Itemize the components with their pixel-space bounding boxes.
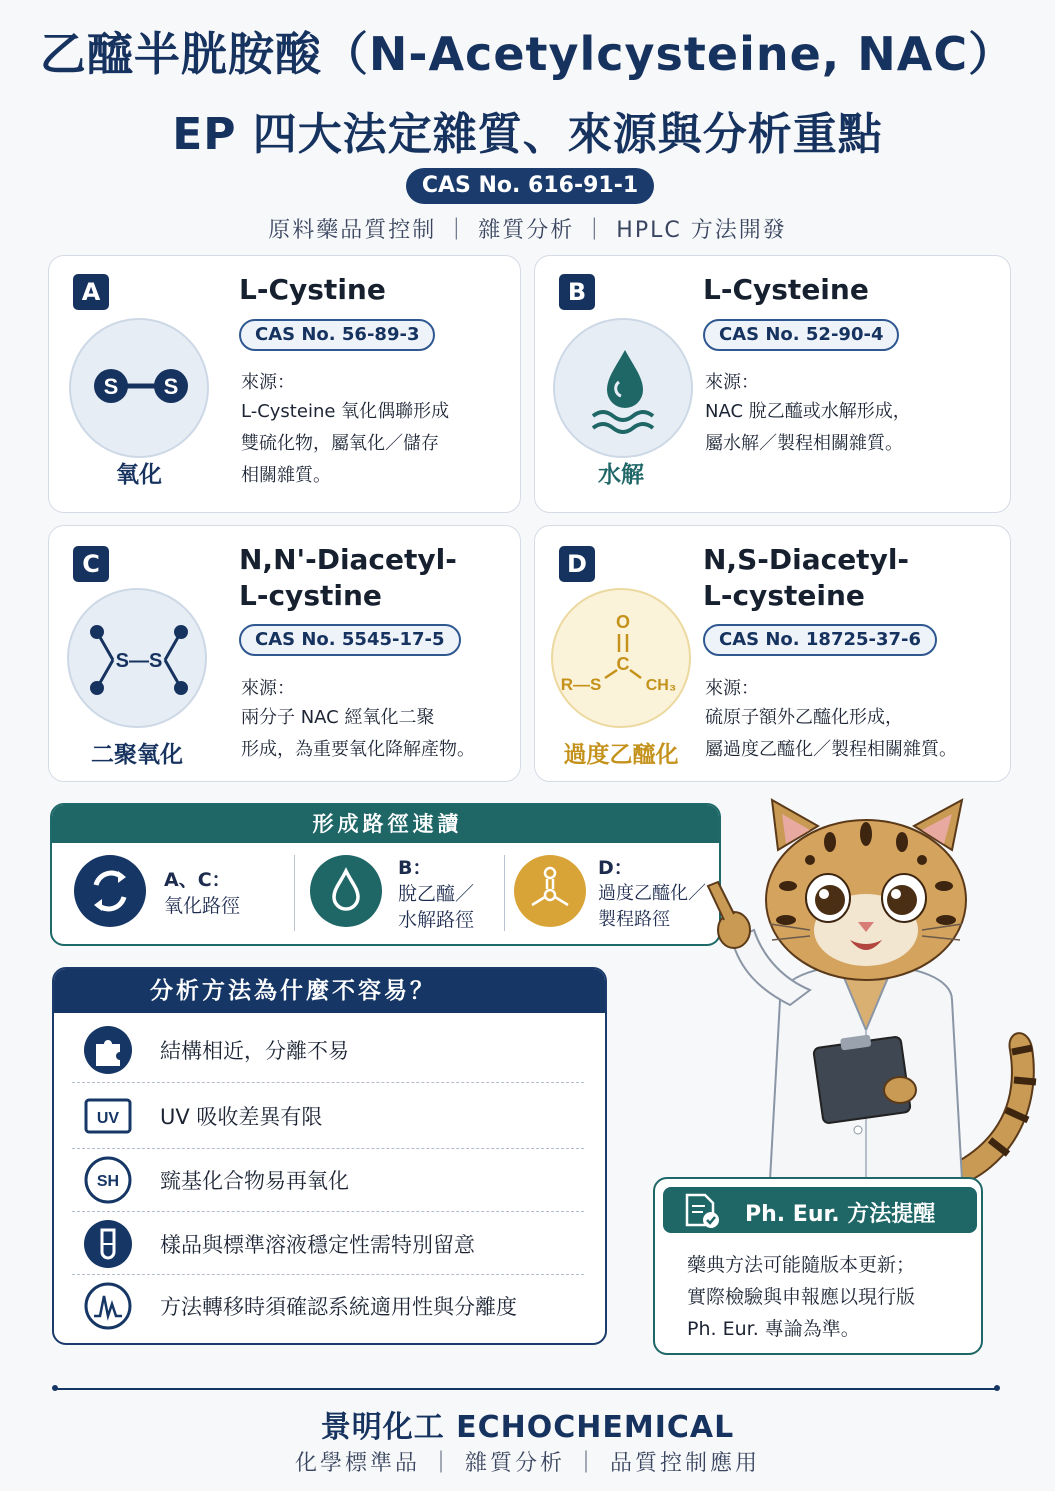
pathway-panel — [50, 803, 721, 946]
impurity-card-b — [534, 255, 1011, 513]
impurity-name: N,S-Diacetyl- L-cysteine — [703, 543, 910, 612]
analysis-heading: 分析方法為什麼不容易？ — [54, 969, 607, 1013]
impurity-kind: 二聚氧化 — [91, 742, 183, 768]
list-item — [54, 1149, 607, 1211]
svg-text:CH₃: CH₃ — [645, 677, 677, 694]
source-label: 來源： — [241, 372, 295, 393]
footer-divider — [55, 1388, 997, 1390]
reminder-text: 藥典方法可能隨版本更新； 實際檢驗與申報應以現行版 Ph. Eur. 專論為準。 — [687, 1254, 916, 1340]
impurity-name: N,N'-Diacetyl- L-cystine — [239, 543, 457, 612]
puzzle-icon — [84, 1026, 132, 1074]
analysis-item-text: UV 吸收差異有限 — [160, 1105, 323, 1129]
svg-text:C: C — [616, 654, 630, 674]
list-item — [54, 1085, 607, 1147]
water-drop-icon — [553, 318, 693, 458]
dimer-disulfide-icon — [67, 588, 207, 728]
impurity-cas: CAS No. 52-90-4 — [703, 319, 899, 351]
divider — [294, 855, 295, 931]
pathway-hydrolysis-text: B： 脫乙醯／ 水解路徑 — [398, 857, 475, 931]
svg-text:UV: UV — [96, 1110, 120, 1127]
cas-badge: CAS No. 616-91-1 — [406, 168, 654, 204]
page-subtitle-title: EP 四大法定雜質、來源與分析重點 — [172, 109, 883, 160]
card-letter: B — [559, 274, 595, 310]
thioester-icon — [551, 588, 691, 728]
impurity-cas: CAS No. 5545-17-5 — [239, 624, 461, 656]
impurity-kind: 過度乙醯化 — [563, 742, 679, 768]
chromatogram-icon — [84, 1282, 132, 1330]
source-text: 兩分子 NAC 經氧化二聚 形成，為重要氧化降解產物。 — [241, 707, 475, 760]
leopard-cat-mascot — [690, 790, 1050, 1190]
analysis-item-text: 巰基化合物易再氧化 — [160, 1169, 349, 1193]
divider — [72, 1082, 584, 1083]
list-item — [54, 1213, 607, 1275]
pathway-heading: 形成路徑速讀 — [52, 805, 721, 843]
analysis-item-text: 結構相近，分離不易 — [160, 1039, 349, 1063]
page-title: 乙醯半胱胺酸（N-Acetylcysteine, NAC） — [39, 27, 1016, 81]
impurity-card-c — [48, 525, 521, 782]
impurity-card-a — [48, 255, 521, 513]
svg-text:O: O — [615, 612, 631, 632]
reminder-title: Ph. Eur. 方法提醒 — [745, 1202, 936, 1227]
impurity-card-d — [534, 525, 1011, 782]
source-text: 硫原子額外乙醯化形成， 屬過度乙醯化／製程相關雜質。 — [705, 707, 957, 760]
impurity-cas: CAS No. 56-89-3 — [239, 319, 435, 351]
disulfide-icon — [69, 318, 209, 458]
ph-eur-reminder-panel — [653, 1177, 983, 1355]
list-item — [54, 1019, 607, 1081]
card-letter: A — [73, 274, 109, 310]
carbonyl-icon — [514, 855, 586, 927]
analysis-item-text: 樣品與標準溶液穩定性需特別留意 — [160, 1233, 475, 1257]
svg-text:SH: SH — [96, 1173, 120, 1190]
cycle-icon — [74, 855, 146, 927]
reminder-header — [663, 1187, 977, 1233]
pathway-acetylation-text: D： 過度乙醯化／ 製程路徑 — [598, 857, 706, 930]
svg-text:S: S — [103, 374, 119, 399]
source-text: L-Cysteine 氧化偶聯形成 雙硫化物，屬氧化／儲存 相關雜質。 — [241, 401, 450, 486]
impurity-name: L-Cysteine — [703, 273, 869, 306]
card-letter: D — [559, 546, 595, 582]
source-label: 來源： — [705, 372, 759, 393]
source-text: NAC 脫乙醯或水解形成， 屬水解／製程相關雜質。 — [705, 401, 911, 454]
svg-text:S: S — [163, 374, 179, 399]
impurity-kind: 氧化 — [116, 462, 162, 488]
sh-icon — [84, 1156, 132, 1204]
divider — [72, 1211, 584, 1212]
impurity-cas: CAS No. 18725-37-6 — [703, 624, 937, 656]
pathway-oxidation-text: A、C： 氧化路徑 — [164, 869, 241, 917]
svg-text:S—S: S—S — [115, 650, 163, 672]
impurity-kind: 水解 — [598, 462, 644, 488]
impurity-name: L-Cystine — [239, 273, 386, 306]
divider-dot — [994, 1385, 1000, 1391]
divider — [504, 855, 505, 931]
source-label: 來源： — [705, 678, 759, 699]
card-letter: C — [73, 546, 109, 582]
analysis-panel — [52, 967, 607, 1345]
drop-icon — [310, 855, 382, 927]
svg-text:R—S: R—S — [560, 675, 602, 694]
source-label: 來源： — [241, 678, 295, 699]
brand-name: 景明化工 ECHOCHEMICAL — [320, 1410, 735, 1445]
divider-dot — [52, 1385, 58, 1391]
document-check-icon — [681, 1192, 721, 1230]
analysis-item-text: 方法轉移時須確認系統適用性與分離度 — [160, 1295, 517, 1319]
uv-icon — [84, 1092, 132, 1140]
tagline: 原料藥品質控制 ｜ 雜質分析 ｜ HPLC 方法開發 — [268, 218, 787, 243]
list-item — [54, 1275, 607, 1337]
brand-tagline: 化學標準品 ｜ 雜質分析 ｜ 品質控制應用 — [295, 1451, 760, 1476]
test-tube-icon — [84, 1220, 132, 1268]
